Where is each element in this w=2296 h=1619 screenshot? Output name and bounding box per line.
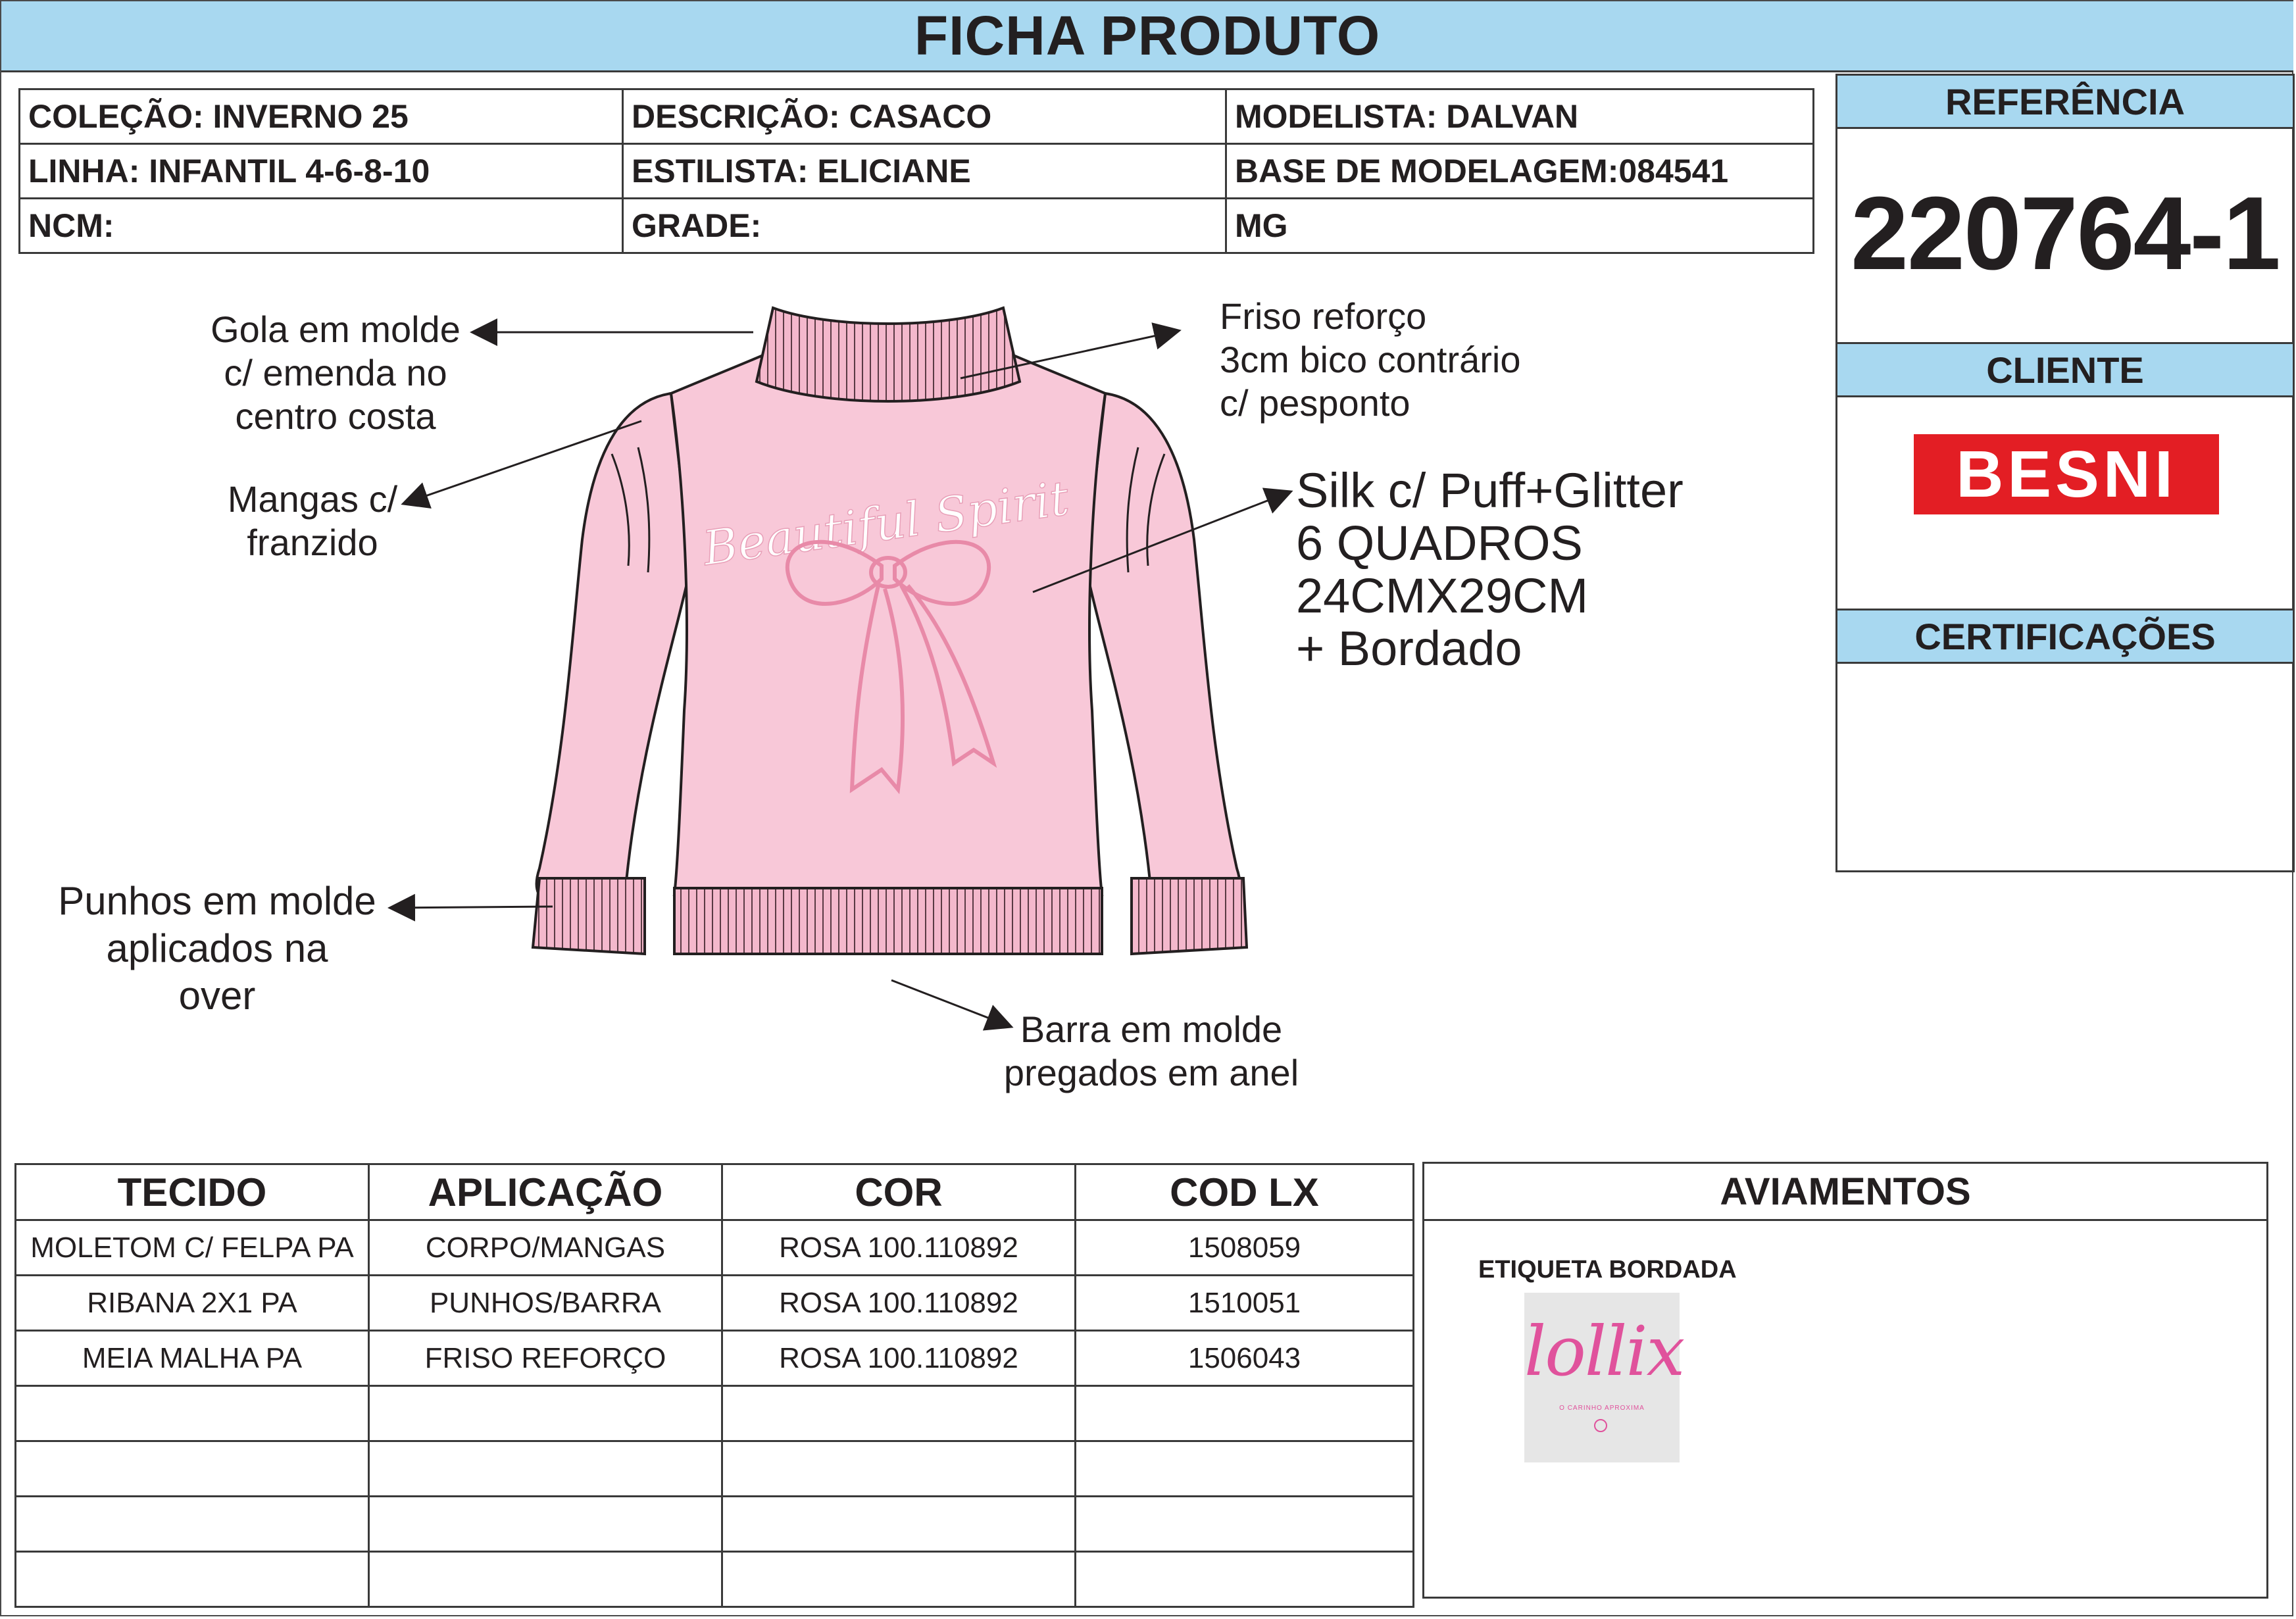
punhos-note-line: Punhos em molde <box>58 879 376 923</box>
table-row <box>16 1276 1414 1331</box>
silk-note-line: 6 QUADROS <box>1296 516 1583 570</box>
fabric-header-row <box>16 1164 1414 1220</box>
mangas-note <box>197 478 428 564</box>
referencia-value: 220764-1 <box>1851 176 2280 291</box>
cliente-header: CLIENTE <box>1837 342 2293 397</box>
gola-note <box>191 308 480 438</box>
etiqueta-bordada-image <box>1524 1293 1684 1462</box>
codlx-cell: 1508059 <box>1076 1220 1414 1276</box>
lollix-heart-icon <box>1594 1419 1607 1432</box>
table-row <box>16 1220 1414 1276</box>
silk-note-line: 24CMX29CM <box>1296 568 1589 623</box>
friso-note <box>1220 295 1521 425</box>
lollix-tagline: O CARINHO APROXIMA <box>1559 1405 1645 1412</box>
codlx-cell: 1506043 <box>1076 1331 1414 1386</box>
aviamentos-header: AVIAMENTOS <box>1424 1164 2266 1221</box>
friso-arrow <box>961 331 1178 378</box>
tecido-cell: MEIA MALHA PA <box>16 1331 369 1386</box>
barra-note <box>987 1008 1316 1095</box>
descricao-cell: DESCRIÇÃO: CASACO <box>623 89 1226 144</box>
empty-row <box>16 1441 1414 1497</box>
cor-cell: ROSA 100.110892 <box>722 1220 1076 1276</box>
silk-note-line: Silk c/ Puff+Glitter <box>1296 463 1684 518</box>
grade-cell: GRADE: <box>623 199 1226 253</box>
aviamentos-panel <box>1422 1162 2268 1599</box>
modelista-cell: MODELISTA: DALVAN <box>1226 89 1814 144</box>
punhos-note-line: over <box>178 974 256 1018</box>
gola-note-line: Gola em molde <box>211 309 461 350</box>
barra-note-line: Barra em molde <box>1020 1009 1283 1050</box>
estilista-cell: ESTILISTA: ELICIANE <box>623 144 1226 199</box>
friso-note-line: Friso reforço <box>1220 295 1427 337</box>
punhos-note-line: aplicados na <box>106 926 328 970</box>
tecido-header: TECIDO <box>16 1164 369 1220</box>
friso-note-line: 3cm bico contrário <box>1220 339 1521 380</box>
cor-cell: ROSA 100.110892 <box>722 1276 1076 1331</box>
silk-arrow <box>1033 492 1289 592</box>
table-row <box>16 1331 1414 1386</box>
gola-note-line: c/ emenda no <box>224 352 447 393</box>
barra-note-line: pregados em anel <box>1003 1052 1299 1093</box>
punhos-note <box>39 878 395 1020</box>
tecido-cell: RIBANA 2X1 PA <box>16 1276 369 1331</box>
punhos-arrow <box>391 907 553 908</box>
base-modelagem-cell: BASE DE MODELAGEM:084541 <box>1226 144 1814 199</box>
codlx-header: COD LX <box>1076 1164 1414 1220</box>
certificacoes-header: CERTIFICAÇÕES <box>1837 609 2293 664</box>
tecido-cell: MOLETOM C/ FELPA PA <box>16 1220 369 1276</box>
etiqueta-label: ETIQUETA BORDADA <box>1478 1256 1737 1283</box>
besni-logo-text: BESNI <box>1956 437 2177 511</box>
aplicacao-header: APLICAÇÃO <box>369 1164 722 1220</box>
fabric-table <box>14 1163 1414 1608</box>
friso-note-line: c/ pesponto <box>1220 382 1410 424</box>
aplicacao-cell: CORPO/MANGAS <box>369 1220 722 1276</box>
print-text: Beautiful Spirit <box>699 470 1072 576</box>
page-title: FICHA PRODUTO <box>914 5 1381 66</box>
aplicacao-cell: PUNHOS/BARRA <box>369 1276 722 1331</box>
linha-cell: LINHA: INFANTIL 4-6-8-10 <box>20 144 623 199</box>
cor-header: COR <box>722 1164 1076 1220</box>
referencia-header: REFERÊNCIA <box>1837 74 2293 129</box>
cor-cell: ROSA 100.110892 <box>722 1331 1076 1386</box>
empty-row <box>16 1386 1414 1441</box>
gola-note-line: centro costa <box>235 395 436 437</box>
empty-row <box>16 1497 1414 1552</box>
empty-row <box>16 1552 1414 1607</box>
colecao-cell: COLEÇÃO: INVERNO 25 <box>20 89 623 144</box>
mangas-note-line: franzido <box>247 522 378 563</box>
mg-cell: MG <box>1226 199 1814 253</box>
mangas-note-line: Mangas c/ <box>227 478 398 520</box>
aplicacao-cell: FRISO REFORÇO <box>369 1331 722 1386</box>
codlx-cell: 1510051 <box>1076 1276 1414 1331</box>
ncm-cell: NCM: <box>20 199 623 253</box>
silk-note <box>1296 464 1684 675</box>
silk-note-line: + Bordado <box>1296 621 1522 676</box>
lollix-logo-text: lollix <box>1524 1311 1684 1391</box>
